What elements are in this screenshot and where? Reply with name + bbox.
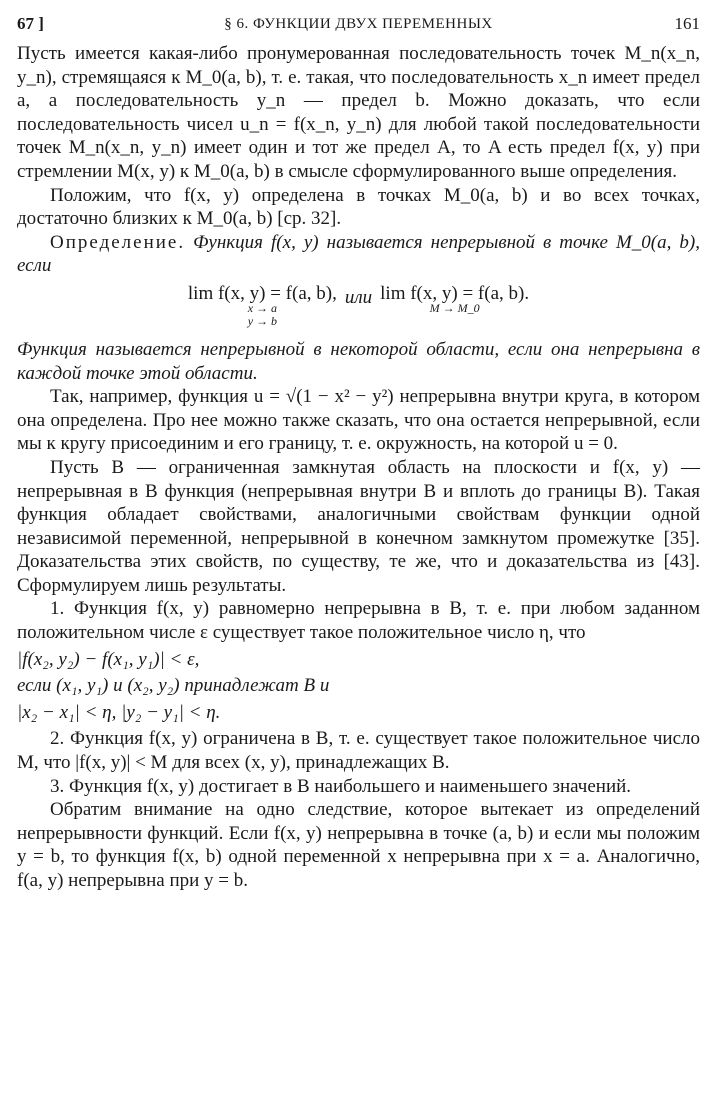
paragraph-sequence-limit: Пусть имеется какая-либо пронумерованная последовательность точек M_n(x_n, y_n), стремящаяся к M_0(a, b), т. е. такая, что последовательность x_n имеет предел a, а последовательность y_n — предел b. Можно доказать, что если последовательность чисел u_n = f(x_n, y_n) для любой такой последовательности точек M_n(x_n, y_n) имеет один и тот же предел A, то A есть предел f(x, y) при стремлении M(x, y) к M_0(a, b) в смысле сформулированного выше определения. — [17, 43, 700, 182]
limit-xy-block — [187, 282, 337, 328]
formula-epsilon: |f(x₂, y₂) − f(x₁, y₁)| < ε, — [17, 648, 200, 670]
property-condition: если (x₁, y₁) и (x₂, y₂) принадлежат B и — [17, 675, 330, 697]
formula-or: или — [344, 286, 373, 308]
definition-label: Определение. — [50, 231, 186, 253]
property-extrema: 3. Функция f(x, y) достигает в B наибольшего и наименьшего значений. — [50, 775, 632, 797]
limit-xy-expression: lim f(x, y) = f(a, b), — [187, 282, 337, 304]
running-header — [17, 8, 700, 42]
property-uniform-continuity: 1. Функция f(x, y) равномерно непрерывна в B, т. е. при любом заданном положительном числе ε существует такое положительное число η, что — [17, 598, 700, 644]
page-number: 161 — [674, 14, 700, 33]
book-page — [17, 8, 700, 893]
definition-text: Функция f(x, y) называется непрерывной в точке M_0(a, b), если — [17, 231, 700, 277]
definition-continuity — [17, 231, 700, 278]
definition-area-continuity: Функция называется непрерывной в некоторой области, если она непрерывна в каждой точке этой области. — [17, 338, 700, 384]
limit-sub-y: y → b — [247, 313, 278, 328]
paragraph-corollary: Обратим внимание на одно следствие, которое вытекает из определений непрерывности функций. Если f(x, y) непрерывна в точке (a, b) и если мы положим y = b, то функция f(x, b) одной переменной x непрерывна при x = a. Аналогично, f(a, y) непрерывна при y = b. — [17, 799, 700, 891]
formula-eta: |x₂ − x₁| < η, |y₂ − y₁| < η. — [17, 701, 221, 723]
limit-m-expression: lim f(x, y) = f(a, b). — [380, 282, 530, 304]
continuity-formula — [17, 282, 700, 328]
property-bounded: 2. Функция f(x, y) ограничена в B, т. е. существует такое положительное число M, что |f(x, y)| < M для всех (x, y), принадлежащих B. — [17, 728, 700, 774]
paragraph-closed-region: Пусть B — ограниченная замкнутая область на плоскости и f(x, y) — непрерывная в B функция (непрерывная внутри B и вплоть до границы B). Такая функция обладает свойствами, аналогичными свойствам функции одной независимой переменной, непрерывной в конечном замкнутом промежутке [35]. Доказательства этих свойств, по существу, те же, что и доказательства из [43]. Сформулируем лишь результаты. — [17, 456, 700, 596]
page-section-mark: 67 ] — [17, 14, 44, 33]
limit-sub-x: x → a — [247, 300, 278, 315]
paragraph-defined-near-point: Положим, что f(x, y) определена в точках M_0(a, b) и во всех точках, достаточно близких к M_0(a, b) [ср. 32]. — [17, 184, 700, 230]
limit-sub-m: M → M_0 — [429, 300, 480, 315]
section-title: § 6. ФУНКЦИИ ДВУХ ПЕРЕМЕННЫХ — [224, 16, 493, 32]
limit-m-block — [380, 282, 530, 315]
paragraph-example-circle: Так, например, функция u = √(1 − x² − y²) непрерывна внутри круга, в котором она определена. Про нее можно также сказать, что она остается непрерывной, если мы к кругу присоединим и его границу, т. е. окружность, на которой u = 0. — [17, 386, 700, 455]
